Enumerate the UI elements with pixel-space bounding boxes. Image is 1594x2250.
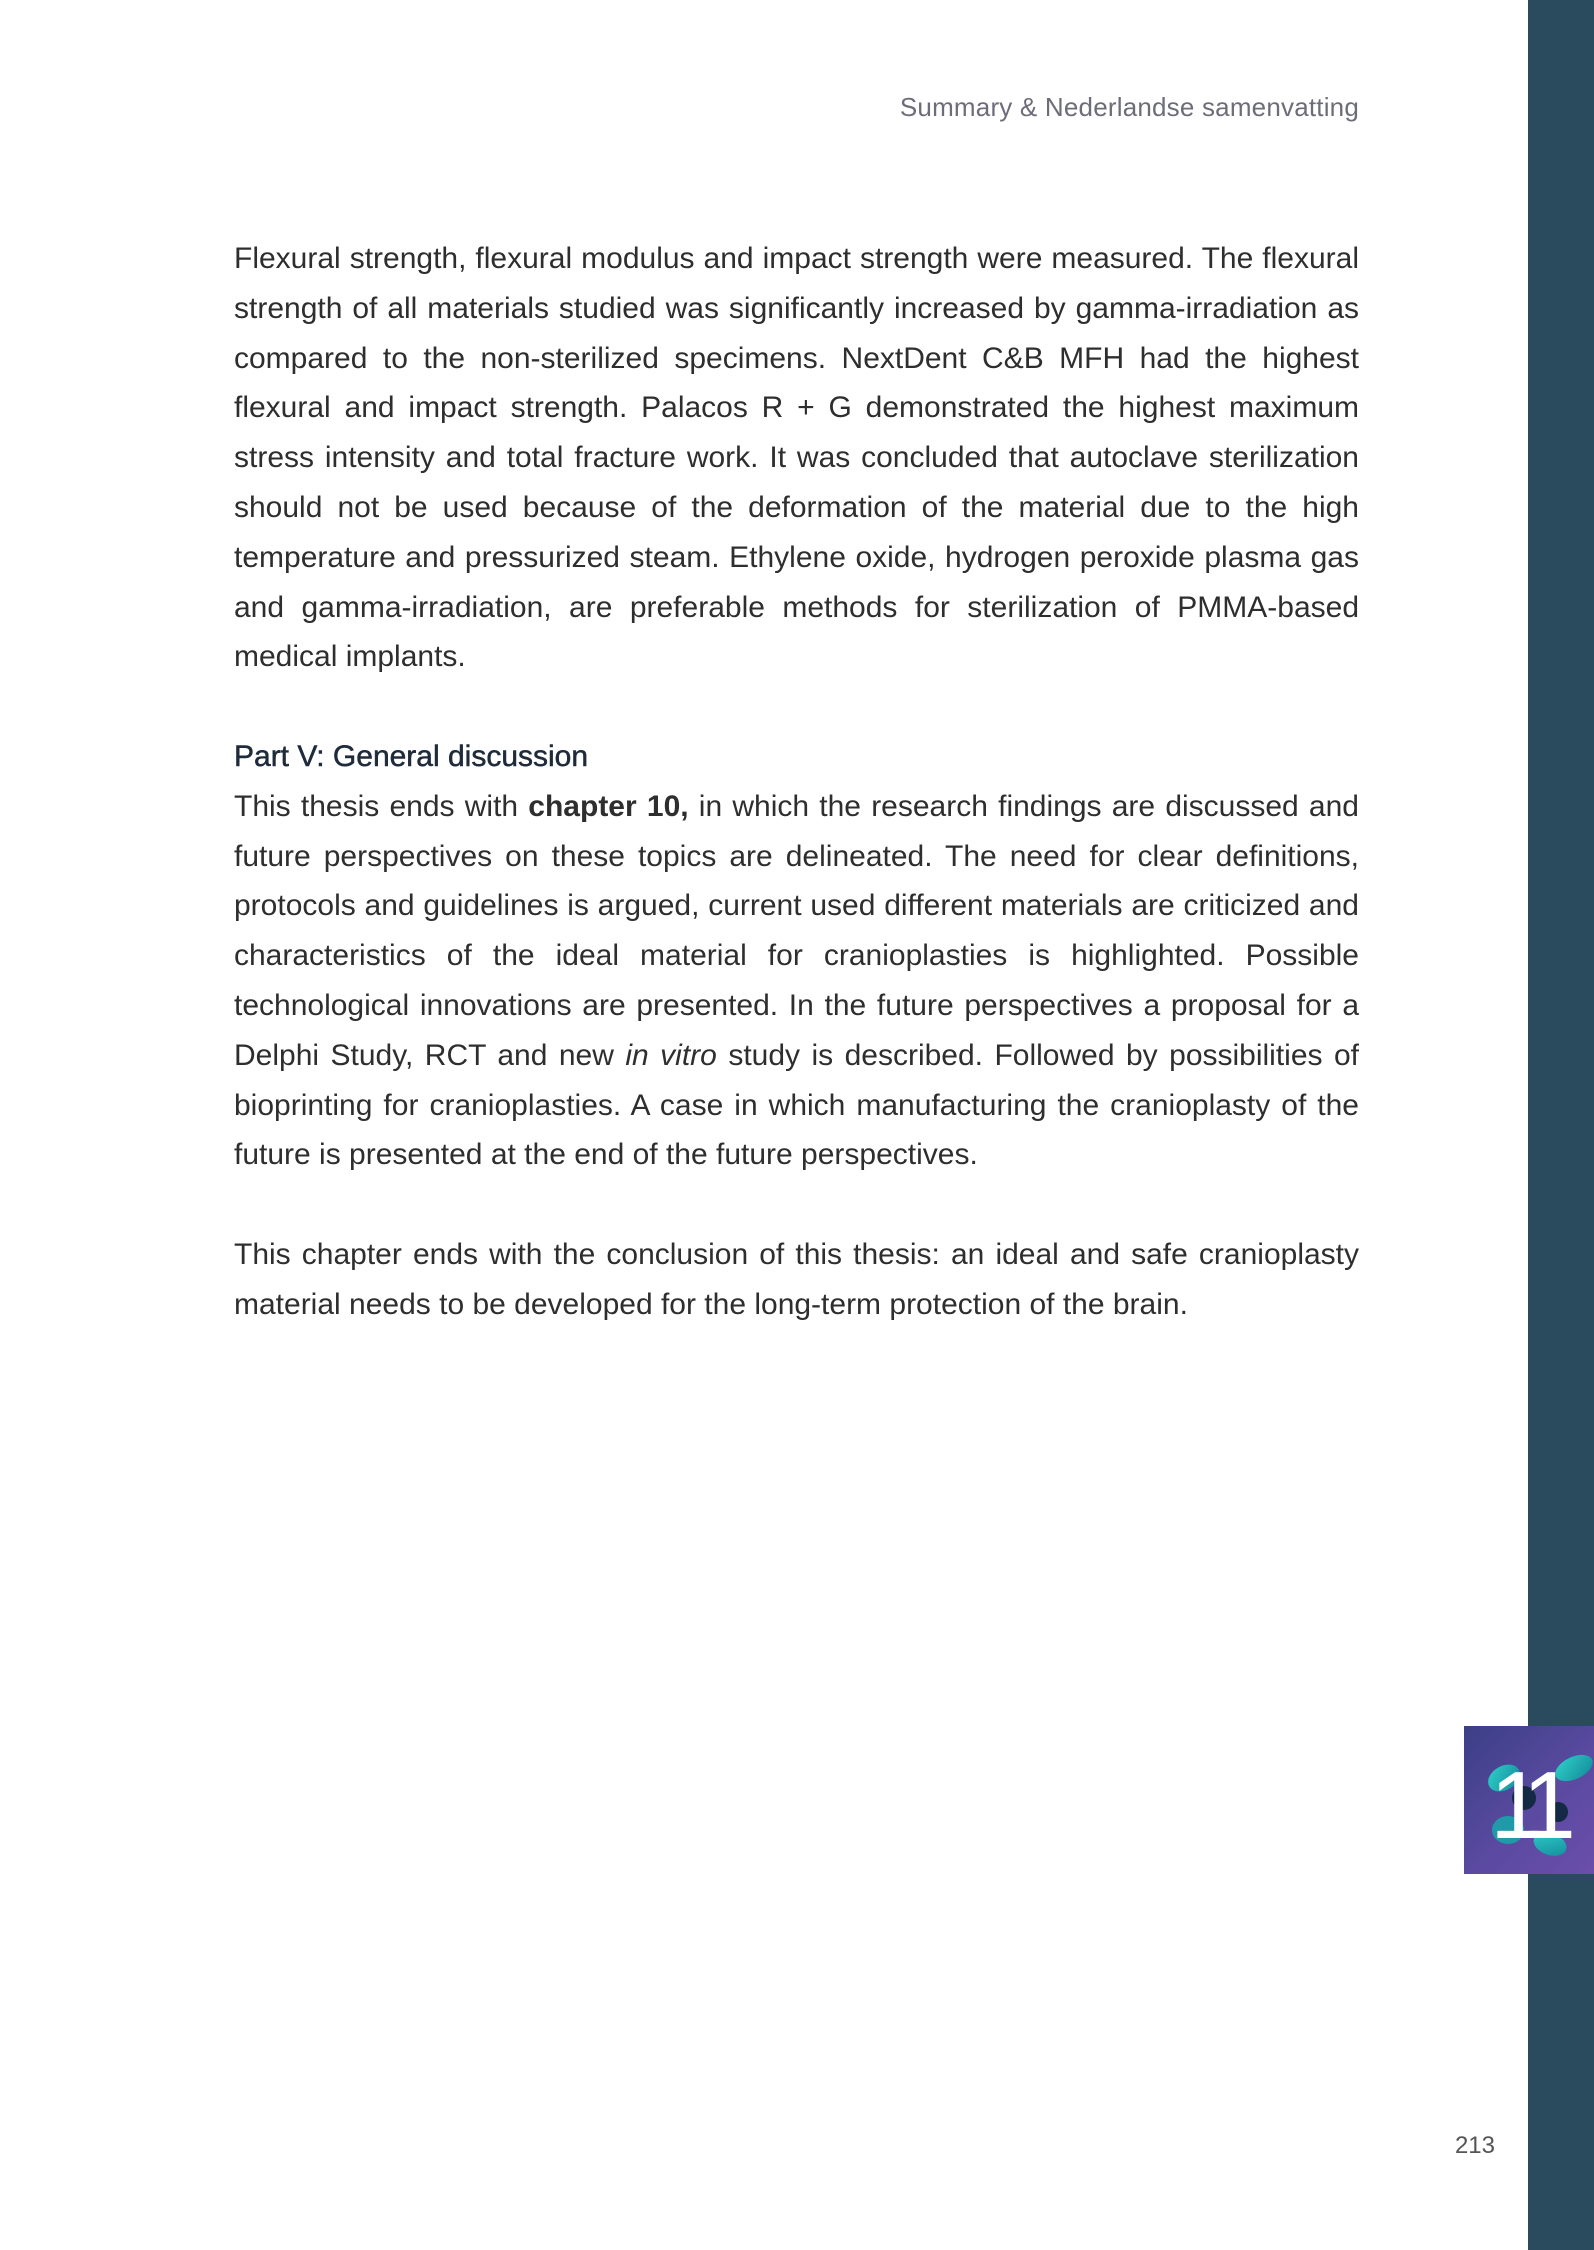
paragraph-sterilization: Flexural strength, flexural modulus and impact strength were measured. The flexural strength of all materials studied was significantly increased by gamma-irradiation as compared to the non-sterilized specimens. NextDent C&B MFH had the highest flexural and impact strength. Palacos R + G demonstrated the highest maximum stress intensity and total fracture work. It was concluded that autoclave sterilization should not be used because of the deformation of the material due to the high temperature and pressurized steam. Ethylene oxide, hydrogen peroxide plasma gas and gamma-irradiation, are preferable methods for sterilization of PMMA-based medical implants. <box>234 242 1359 674</box>
section-heading-part-v: Part V: General discussion <box>234 739 589 773</box>
text-run: study is described. Followed by possibilities of bioprinting for cranioplasties. A case in which manufacturing the cranioplasty of the future is presented at the end of the future perspectives. <box>234 1038 1360 1172</box>
text-run: in which the research findings are discussed and future perspectives on these topics are delineated. The need for clear definitions, protocols and guidelines is argued, current used different materials are criticized and characteristics of the ideal material for cranioplasties is highlighted. Possible technological innovations are presented. In the future perspectives a proposal for a Delphi Study, RCT and new <box>234 789 1359 1072</box>
chapter-reference: chapter 10, <box>528 789 689 823</box>
chapter-tab <box>1464 1726 1594 1874</box>
text-run: This thesis ends with <box>234 789 529 823</box>
page-content <box>234 234 1359 1330</box>
paragraph-gap <box>234 682 1359 732</box>
paragraph-conclusion: This chapter ends with the conclusion of this thesis: an ideal and safe cranioplasty material needs to be developed for the long-term protection of the brain. <box>234 1237 1359 1321</box>
paragraph-gap <box>234 1180 1359 1230</box>
chapter-number: 11 <box>1490 1752 1562 1859</box>
paragraph-chapter-10 <box>234 782 1359 1180</box>
italic-term: in vitro <box>625 1038 717 1072</box>
chapter-number-graphic <box>1464 1726 1594 1874</box>
chapter-sidebar-bar <box>1528 0 1594 2250</box>
page-number: 213 <box>1454 2132 1495 2159</box>
running-header: Summary & Nederlandse samenvatting <box>899 92 1359 122</box>
